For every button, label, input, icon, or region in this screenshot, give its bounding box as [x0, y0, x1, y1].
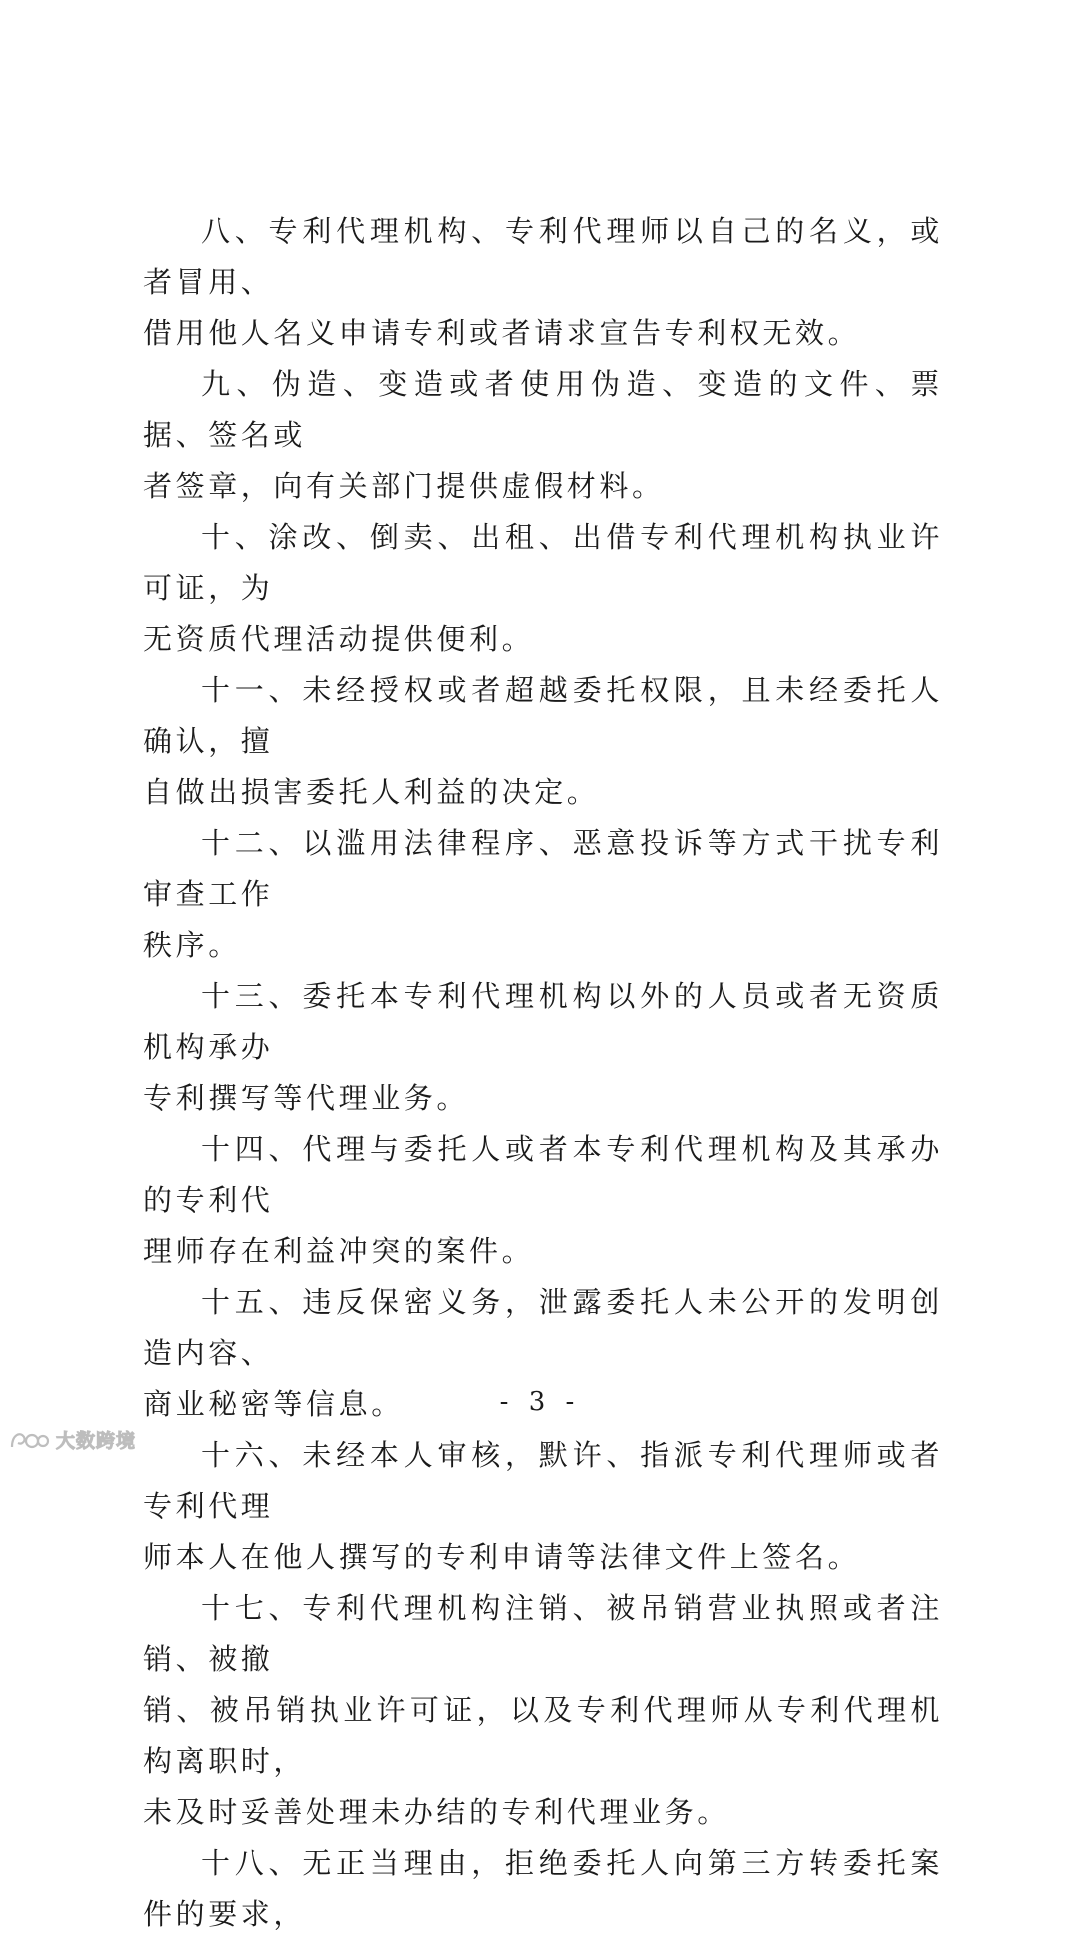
watermark-text: 大数跨境: [56, 1430, 137, 1452]
paragraph: [143, 971, 943, 1124]
paragraph-line: 者签章，向有关部门提供虚假材料。: [143, 469, 665, 503]
watermark: [8, 1426, 136, 1453]
document-body: [143, 206, 943, 1940]
paragraph-line: 未及时妥善处理未办结的专利代理业务。: [143, 1795, 730, 1829]
paragraph-line: 师本人在他人撰写的专利申请等法律文件上签名。: [143, 1540, 861, 1574]
paragraph-line: 十七、专利代理机构注销、被吊销营业执照或者注销、被撤: [143, 1591, 943, 1676]
paragraph: [143, 512, 943, 665]
paragraph: [143, 359, 943, 512]
paragraph: [143, 1124, 943, 1277]
paragraph: [143, 665, 943, 818]
paragraph-line: 十四、代理与委托人或者本专利代理机构及其承办的专利代: [143, 1132, 943, 1217]
paragraph-line: 自做出损害委托人利益的决定。: [143, 775, 600, 809]
paragraph-line: 十一、未经授权或者超越委托权限，且未经委托人确认，擅: [143, 673, 943, 758]
paragraph: [143, 206, 943, 359]
page-number: - 3 -: [499, 1387, 581, 1417]
paragraph-line: 十八、无正当理由，拒绝委托人向第三方转委托案件的要求，: [143, 1846, 943, 1931]
paragraph-line: 十五、违反保密义务，泄露委托人未公开的发明创造内容、: [143, 1285, 943, 1370]
paragraph-line: 十二、以滥用法律程序、恶意投诉等方式干扰专利审查工作: [143, 826, 943, 911]
paragraph: [143, 1838, 943, 1940]
paragraph-line: 十六、未经本人审核，默许、指派专利代理师或者专利代理: [143, 1438, 943, 1523]
paragraph-line: 商业秘密等信息。: [143, 1387, 404, 1421]
paragraph-line: 理师存在利益冲突的案件。: [143, 1234, 535, 1268]
watermark-logo-icon: [8, 1427, 50, 1453]
paragraph-line: 十、涂改、倒卖、出租、出借专利代理机构执业许可证，为: [143, 520, 943, 605]
paragraph-line: 十三、委托本专利代理机构以外的人员或者无资质机构承办: [143, 979, 943, 1064]
paragraph-line: 销、被吊销执业许可证，以及专利代理师从专利代理机构离职时，: [143, 1693, 943, 1778]
paragraph-line: 八、专利代理机构、专利代理师以自己的名义，或者冒用、: [143, 214, 943, 299]
paragraph-line: 秩序。: [143, 928, 241, 962]
paragraph-line: 无资质代理活动提供便利。: [143, 622, 535, 656]
paragraph-line: 借用他人名义申请专利或者请求宣告专利权无效。: [143, 316, 861, 350]
paragraph: [143, 818, 943, 971]
paragraph-line: 九、伪造、变造或者使用伪造、变造的文件、票据、签名或: [143, 367, 943, 452]
paragraph-line: 专利撰写等代理业务。: [143, 1081, 470, 1115]
paragraph: [143, 1430, 943, 1583]
paragraph: [143, 1583, 943, 1838]
